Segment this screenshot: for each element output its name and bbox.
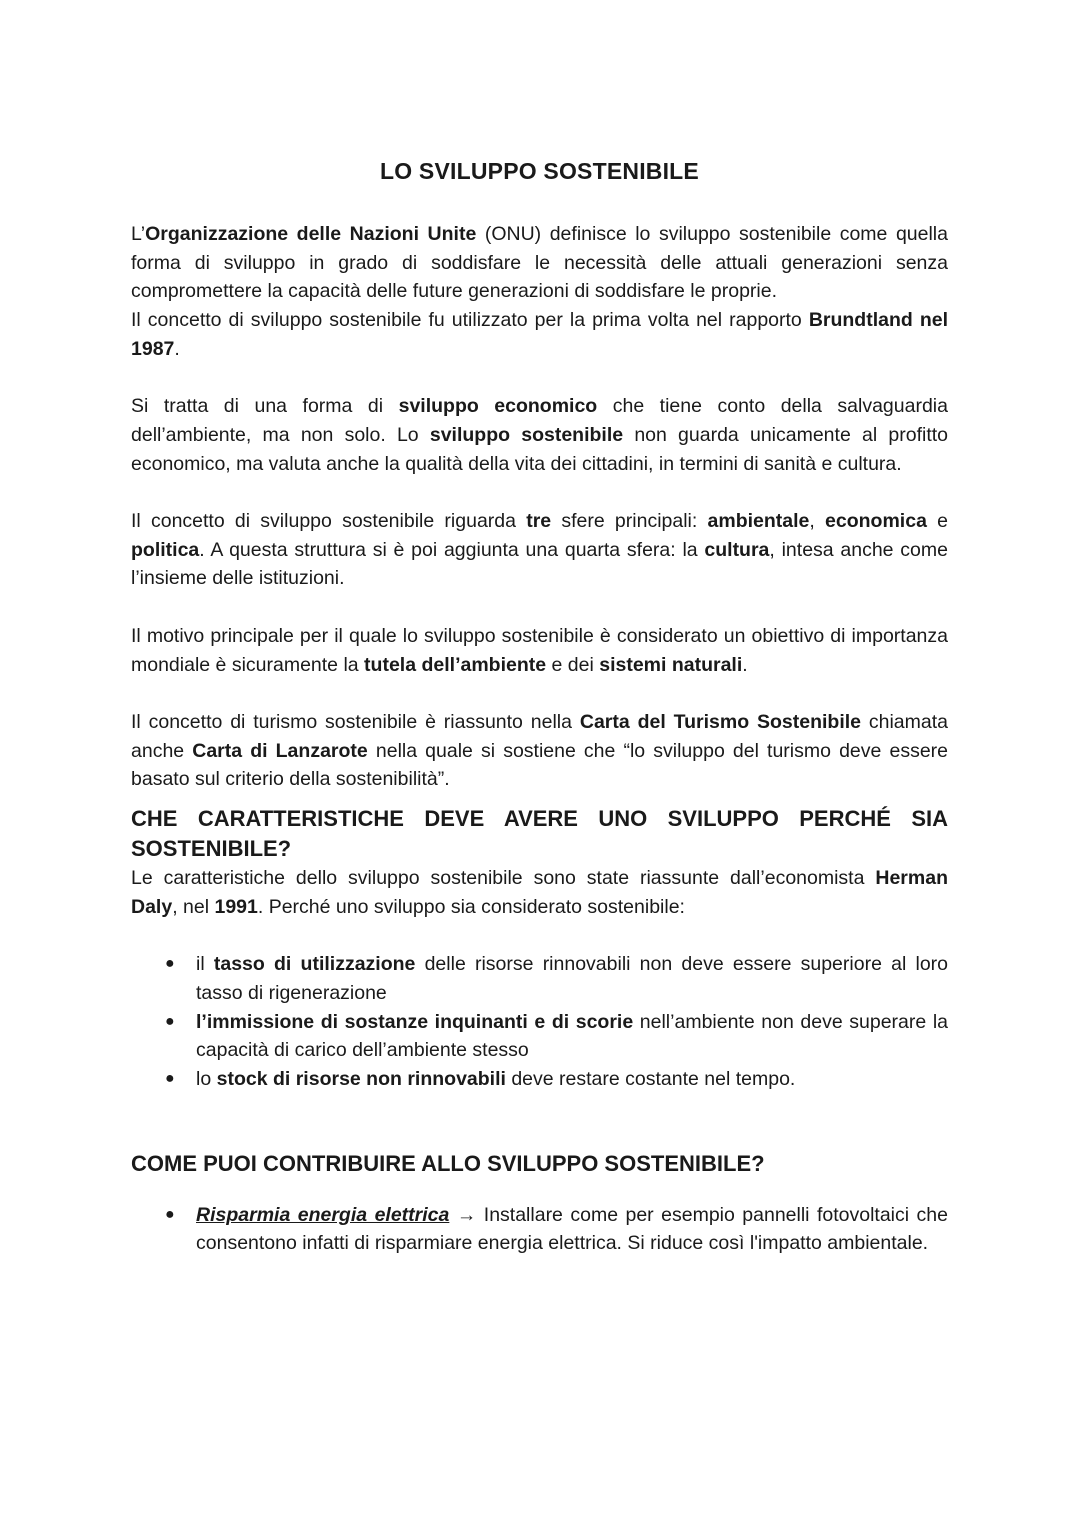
bullet-icon: ● (165, 1012, 175, 1030)
spacer (131, 478, 948, 507)
section-heading-characteristics: CHE CARATTERISTICHE DEVE AVERE UNO SVILUPPO PERCHÉ SIA SOSTENIBILE? (131, 806, 948, 861)
characteristics-list (131, 950, 948, 1094)
bullet-icon: ● (165, 955, 175, 973)
list-item: ● Risparmia energia elettrica → Installare come per esempio pannelli fotovoltaici che consentono infatti di risparmiare energia elettrica. Si riduce così l'impatto ambientale. (131, 1201, 948, 1258)
bullet-icon: ● (165, 1069, 175, 1087)
list-item: ● lo stock di risorse non rinnovabili deve restare costante nel tempo. (131, 1065, 948, 1094)
paragraph-herman-daly: Le caratteristiche dello sviluppo sostenibile sono state riassunte dall’economista Herman Daly, nel 1991. Perché uno sviluppo sia considerato sostenibile: (131, 867, 948, 918)
tip-title: Risparmia energia elettrica (196, 1203, 450, 1226)
section-heading-contribute: COME PUOI CONTRIBUIRE ALLO SVILUPPO SOSTENIBILE? (131, 1150, 765, 1176)
paragraph-main-motive: Il motivo principale per il quale lo sviluppo sostenibile è considerato un obiettivo di importanza mondiale è sicuramente la tutela dell’ambiente e dei sistemi naturali. (131, 624, 948, 676)
spacer (131, 364, 948, 393)
spacer (131, 921, 948, 950)
contribute-list (131, 1201, 948, 1258)
spacer (131, 593, 948, 622)
document-page (131, 155, 948, 1258)
spacer (131, 679, 948, 708)
paragraph-onu-definition: L’Organizzazione delle Nazioni Unite (ONU) definisce lo sviluppo sostenibile come quella forma di sviluppo in grado di soddisfare le necessità delle attuali generazioni senza compromettere la capacità delle future generazioni di soddisfare le proprie. (131, 223, 948, 303)
list-item: ● il tasso di utilizzazione delle risorse rinnovabili non deve essere superiore al loro tasso di rigenerazione (131, 950, 948, 1007)
arrow-icon: → (449, 1203, 484, 1226)
paragraph-brundtland: Il concetto di sviluppo sostenibile fu utilizzato per la prima volta nel rapporto Brundtland nel 1987. (131, 309, 949, 360)
paragraph-sustainable-tourism: Il concetto di turismo sostenibile è riassunto nella Carta del Turismo Sostenibile chiamata anche Carta di Lanzarote nella quale si sostiene che “lo sviluppo del turismo deve essere basato sul criterio della sostenibilità”. (131, 710, 949, 791)
paragraph-spheres: Il concetto di sviluppo sostenibile riguarda tre sfere principali: ambientale, economica e politica. A questa struttura si è poi aggiunta una quarta sfera: la cultura, intesa anche come l’insieme delle istituzioni. (131, 510, 948, 590)
page-title: LO SVILUPPO SOSTENIBILE (380, 158, 699, 184)
list-item: ● l’immissione di sostanze inquinanti e di scorie nell’ambiente non deve superare la capacità di carico dell’ambiente stesso (131, 1008, 948, 1065)
paragraph-economic-development: Si tratta di una forma di sviluppo economico che tiene conto della salvaguardia dell’ambiente, ma non solo. Lo sviluppo sostenibile non guarda unicamente al profitto economico, ma valuta anche la qualità della vita dei cittadini, in termini di sanità e cultura. (131, 395, 948, 475)
bullet-icon: ● (165, 1205, 175, 1223)
